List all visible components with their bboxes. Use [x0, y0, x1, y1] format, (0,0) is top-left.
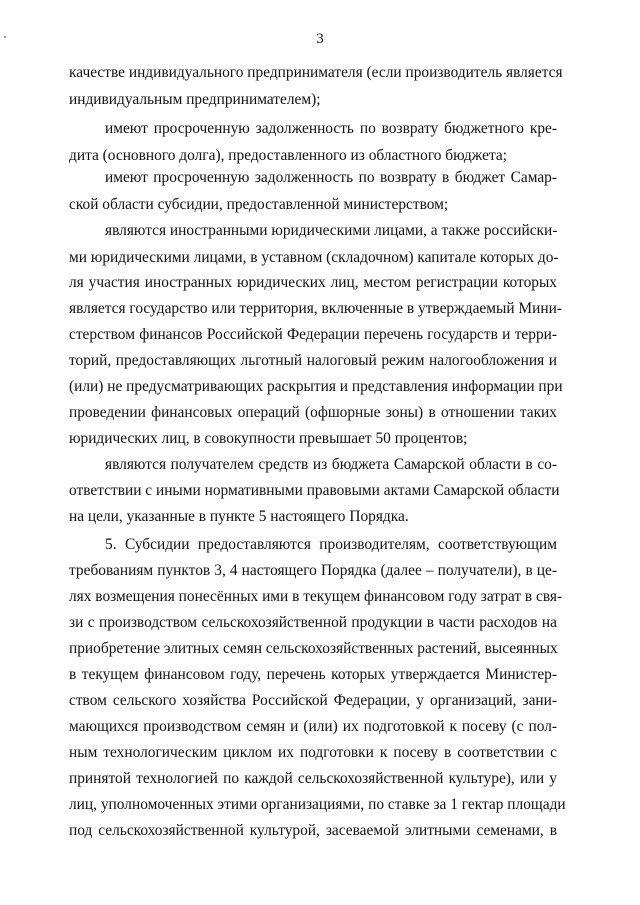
text-line: мающихся производством семян и (или) их подготовкой к посеву (с пол-	[69, 718, 557, 735]
text-line: на цели, указанные в пункте 5 настоящего Порядка.	[69, 508, 409, 525]
text-line: требованиям пунктов 3, 4 настоящего Порядка (далее – получатели), в це-	[69, 562, 557, 579]
text-line: проведении финансовых операций (офшорные зоны) в отношении таких	[69, 404, 557, 421]
text-line: ской области субсидии, предоставленной министерством;	[69, 196, 449, 213]
text-line: зи с производством сельскохозяйственной продукции в части расходов на	[69, 614, 557, 631]
text-line: (или) не предусматривающих раскрытия и представления информации при	[69, 378, 563, 395]
text-line: под сельскохозяйственной культурой, засеваемой элитными семенами, в	[69, 822, 557, 839]
text-line: принятой технологией по каждой сельскохозяйственной культуре), или у	[69, 770, 557, 787]
text-line: дита (основного долга), предоставленного из областного бюджета;	[69, 147, 507, 164]
text-line: ответствии с иными нормативными правовыми актами Самарской области	[69, 482, 560, 499]
text-line: индивидуальным предпринимателем);	[69, 91, 321, 108]
text-line: лиц, уполномоченных этими организациями, по ставке за 1 гектар площади	[69, 796, 566, 813]
text-line: качестве индивидуального предпринимателя (если производитель является	[69, 64, 563, 81]
text-line: ми юридическими лицами, в уставном (складочном) капитале которых до-	[69, 249, 559, 266]
text-line: ством сельского хозяйства Российской Федерации, у организаций, зани-	[69, 692, 557, 709]
text-line: имеют просроченную задолженность по возврату в бюджет Самар-	[105, 169, 557, 186]
text-line: ля участия иностранных юридических лиц, местом регистрации которых	[69, 274, 557, 291]
text-line: в текущем финансовом году, перечень которых утверждается Министер-	[69, 666, 557, 683]
text-line: являются получателем средств из бюджета Самарской области в со-	[105, 456, 557, 473]
text-line: является государство или территория, включенные в утверждаемый Мини-	[69, 300, 562, 317]
text-line: лях возмещения понесённых ими в текущем финансовом году затрат в свя-	[69, 588, 563, 605]
text-line: стерством финансов Российской Федерации перечень государств и терри-	[69, 326, 557, 343]
text-line: имеют просроченную задолженность по возврату бюджетного кре-	[105, 120, 557, 137]
text-line: являются иностранными юридическими лицами, а также российски-	[105, 222, 558, 239]
text-line: 5. Субсидии предоставляются производителям, соответствующим	[105, 536, 557, 553]
page-number: 3	[316, 31, 324, 47]
text-line: приобретение элитных семян сельскохозяйственных растений, высеянных	[69, 640, 558, 657]
text-line: торий, предоставляющих льготный налоговый режим налогообложения и	[69, 352, 557, 369]
text-line: ным технологическим циклом их подготовки к посеву в соответствии с	[69, 744, 557, 761]
text-line: юридических лиц, в совокупности превышает 50 процентов;	[69, 430, 468, 447]
